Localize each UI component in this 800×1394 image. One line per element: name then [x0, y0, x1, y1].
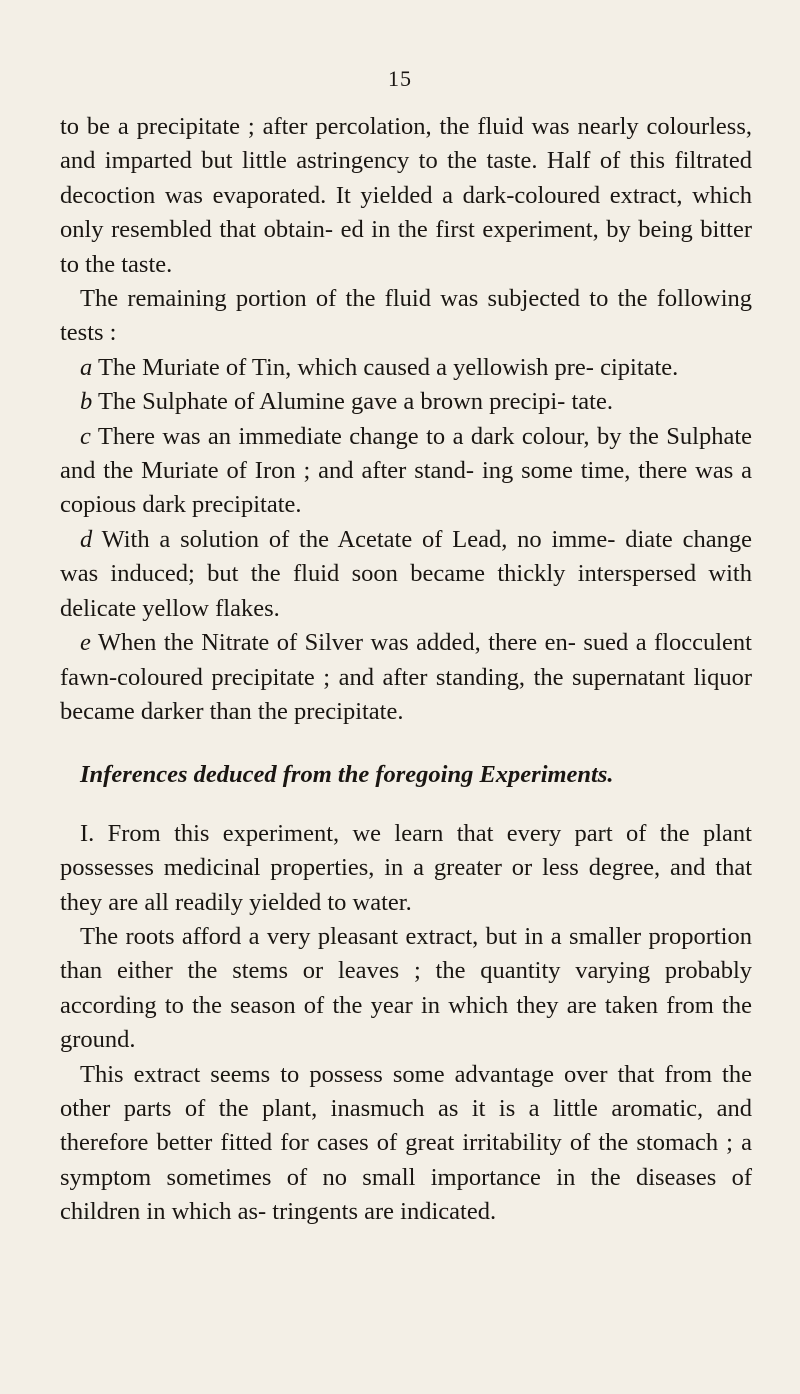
test-letter: c	[80, 422, 91, 450]
test-letter: d	[80, 525, 93, 553]
test-letter: b	[80, 388, 93, 416]
test-text: When the Nitrate of Silver was added, there en- sued a flocculent fawn-coloured precipitate ; and after standing, the supernatant liquor became darker than the precipitate.	[60, 629, 752, 725]
page-body	[60, 110, 752, 1230]
test-item-d	[60, 523, 752, 626]
paragraph: The roots afford a very pleasant extract, but in a smaller proportion than either the stems or leaves ; the quantity varying probably according to the season of the year in which they are taken from the ground.	[60, 922, 752, 1054]
test-text: The Sulphate of Alumine gave a brown precipi- tate.	[97, 388, 613, 416]
page-number: 15	[388, 66, 412, 91]
test-item-c	[60, 420, 752, 523]
test-text: There was an immediate change to a dark colour, by the Sulphate and the Muriate of Iron ; and after stand- ing some time, there was a copious dark precipitate.	[60, 422, 752, 519]
test-text: The Muriate of Tin, which caused a yellowish pre- cipitate.	[97, 353, 679, 381]
paragraph: This extract seems to possess some advantage over that from the other parts of the plant, inasmuch as it is a little aromatic, and therefore better fitted for cases of great irritability of the stomach ; a symptom sometimes of no small importance in the diseases of children in which as- tringents are indicated.	[60, 1060, 752, 1226]
test-letter: a	[80, 353, 93, 381]
section-heading: Inferences deduced from the foregoing Experiments.	[80, 761, 614, 789]
paragraph: to be a precipitate ; after percolation, the fluid was nearly colourless, and imparted but little astringency to the taste. Half of this filtrated decoction was evaporated. It yielded a dark-coloured extract, which only resembled that obtain- ed in the first experiment, by being bitter to the taste.	[60, 113, 752, 278]
paragraph: The remaining portion of the fluid was subjected to the following tests :	[60, 285, 752, 347]
test-letter: e	[80, 629, 91, 657]
test-item-a	[60, 351, 752, 385]
test-text: With a solution of the Acetate of Lead, no imme- diate change was induced; but the fluid soon became thickly interspersed with delicate yellow flakes.	[60, 525, 752, 622]
test-item-b	[60, 385, 752, 419]
test-item-e	[60, 626, 752, 729]
paragraph: I. From this experiment, we learn that every part of the plant possesses medicinal properties, in a greater or less degree, and that they are all readily yielded to water.	[60, 819, 752, 916]
